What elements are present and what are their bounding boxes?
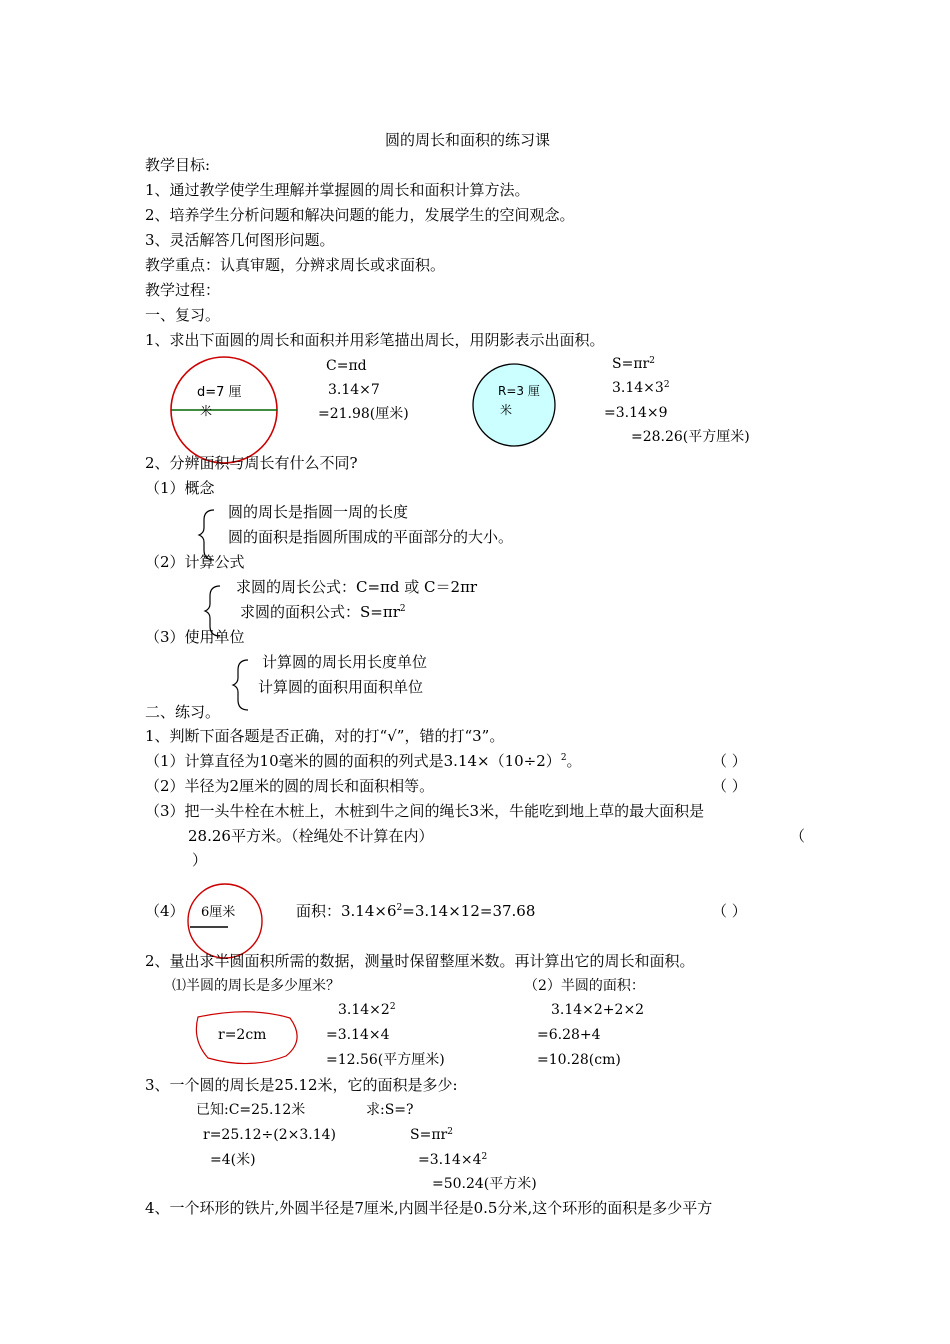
objective-1: 1、通过教学使学生理解并掌握圆的周长和面积计算方法。 — [145, 181, 530, 199]
judge-item-3-line-1: （3）把一头牛栓在木桩上，木桩到牛之间的绳长3米，牛能吃到地上草的最大面积是 — [145, 802, 705, 820]
concept-line-2: 圆的面积是指圆所围成的平面部分的大小。 — [228, 528, 514, 546]
formula-line-1: 求圆的周长公式：C=πd 或 C＝2πr — [236, 578, 478, 596]
objective-3: 3、灵活解答几何图形问题。 — [145, 231, 335, 249]
measure-b1: 3.14×2+2×2 — [551, 1002, 645, 1018]
circle-radius-3 — [473, 364, 555, 446]
judge-item-1-answer[interactable]: （ ） — [712, 752, 747, 770]
circle1-label-b: 米 — [200, 404, 213, 418]
judge-item-2-answer[interactable]: （ ） — [712, 777, 747, 795]
q3-r2: =4(米) — [210, 1152, 256, 1168]
circle-6cm-label: 6厘米 — [201, 905, 236, 920]
formula-line-2: 求圆的面积公式：$S=\pi r^2$ — [240, 603, 406, 621]
concept-line-1: 圆的周长是指圆一周的长度 — [228, 503, 409, 521]
review-heading: 一、复习。 — [145, 306, 221, 324]
formula-heading: （2）计算公式 — [145, 553, 245, 571]
judge-item-4: （4） — [145, 902, 185, 920]
page-title: 圆的周长和面积的练习课 — [385, 131, 551, 149]
unit-heading: （3）使用单位 — [145, 628, 245, 646]
circle1-formula-2: 3.14×7 — [328, 382, 380, 398]
circle1-label-a: d=7 厘 — [197, 385, 242, 400]
practice-heading: 二、练习。 — [145, 703, 221, 721]
measure-b3: =10.28(cm) — [537, 1052, 621, 1068]
circle2-formula-4: =28.26(平方厘米) — [631, 429, 750, 445]
q4-question: 4、一个环形的铁片,外圆半径是7厘米,内圆半径是0.5分米,这个环形的面积是多少平方 — [145, 1199, 713, 1217]
circle2-label-b: 米 — [500, 403, 513, 417]
judge-item-4-answer[interactable]: （ ） — [712, 902, 747, 920]
brace-unit — [233, 660, 248, 710]
judge-item-2: （2）半径为2厘米的圆的周长和面积相等。 — [145, 777, 435, 795]
measure-a1: $3.14\times 2^2$ — [338, 1002, 396, 1018]
measure-part-1: ⑴半圆的周长是多少厘米？ — [172, 978, 340, 994]
key-point: 教学重点：认真审题，分辨求周长或求面积。 — [145, 256, 446, 274]
review-question-2: 2、分辨面积与周长有什么不同? — [145, 454, 358, 472]
unit-line-1: 计算圆的周长用长度单位 — [262, 653, 428, 671]
judge-item-4-calc: 面积：$3.14\times 6^2=3.14\times 12=37.68$ — [296, 902, 536, 920]
q3-s2: $=3.14\times 4^2$ — [418, 1152, 488, 1168]
measure-a3: =12.56(平方厘米) — [326, 1052, 445, 1068]
circle1-formula-1: C=πd — [326, 358, 367, 374]
q3-question: 3、一个圆的周长是25.12米，它的面积是多少: — [145, 1076, 458, 1094]
q3-known: 已知:C=25.12米 — [196, 1102, 306, 1118]
measure-part-2: （2）半圆的面积： — [524, 978, 645, 994]
judge-item-3-answer-close: ） — [192, 851, 208, 869]
q3-r1: r=25.12÷(2×3.14) — [203, 1127, 336, 1143]
judge-question: 1、判断下面各题是否正确，对的打“√”，错的打“3”。 — [145, 727, 505, 745]
review-question-1: 1、求出下面圆的周长和面积并用彩笔描出周长，用阴影表示出面积。 — [145, 331, 605, 349]
q3-s1: $S=\pi r^2$ — [410, 1127, 453, 1143]
unit-line-2: 计算圆的面积用面积单位 — [258, 678, 424, 696]
q3-find: 求:S=? — [366, 1102, 414, 1118]
judge-item-1: （1）计算直径为10毫米的圆的面积的列式是$3.14\times(10\div 2)^2$。 — [145, 752, 582, 770]
circle2-formula-2: $3.14\times 3^2$ — [612, 380, 670, 396]
circle2-label-a: R=3 厘 — [498, 384, 540, 398]
circle2-formula-3: =3.14×9 — [604, 405, 668, 421]
circle1-formula-3: =21.98(厘米) — [318, 406, 409, 422]
objective-2: 2、培养学生分析问题和解决问题的能力，发展学生的空间观念。 — [145, 206, 575, 224]
measure-b2: =6.28+4 — [537, 1027, 601, 1043]
concept-heading: （1）概念 — [145, 479, 215, 497]
q3-s3: =50.24(平方米) — [432, 1176, 537, 1192]
measure-question: 2、量出求半圆面积所需的数据，测量时保留整厘米数。再计算出它的周长和面积。 — [145, 952, 695, 970]
process-heading: 教学过程： — [145, 281, 221, 299]
judge-item-3-line-2: 28.26平方米。（栓绳处不计算在内） — [188, 827, 434, 845]
judge-item-3-answer-open[interactable]: （ — [790, 827, 806, 845]
semicircle-radius-label: r=2cm — [218, 1027, 267, 1043]
circle2-formula-1: $S=\pi r^2$ — [612, 356, 655, 372]
measure-a2: =3.14×4 — [326, 1027, 390, 1043]
objectives-heading: 教学目标: — [145, 156, 211, 174]
